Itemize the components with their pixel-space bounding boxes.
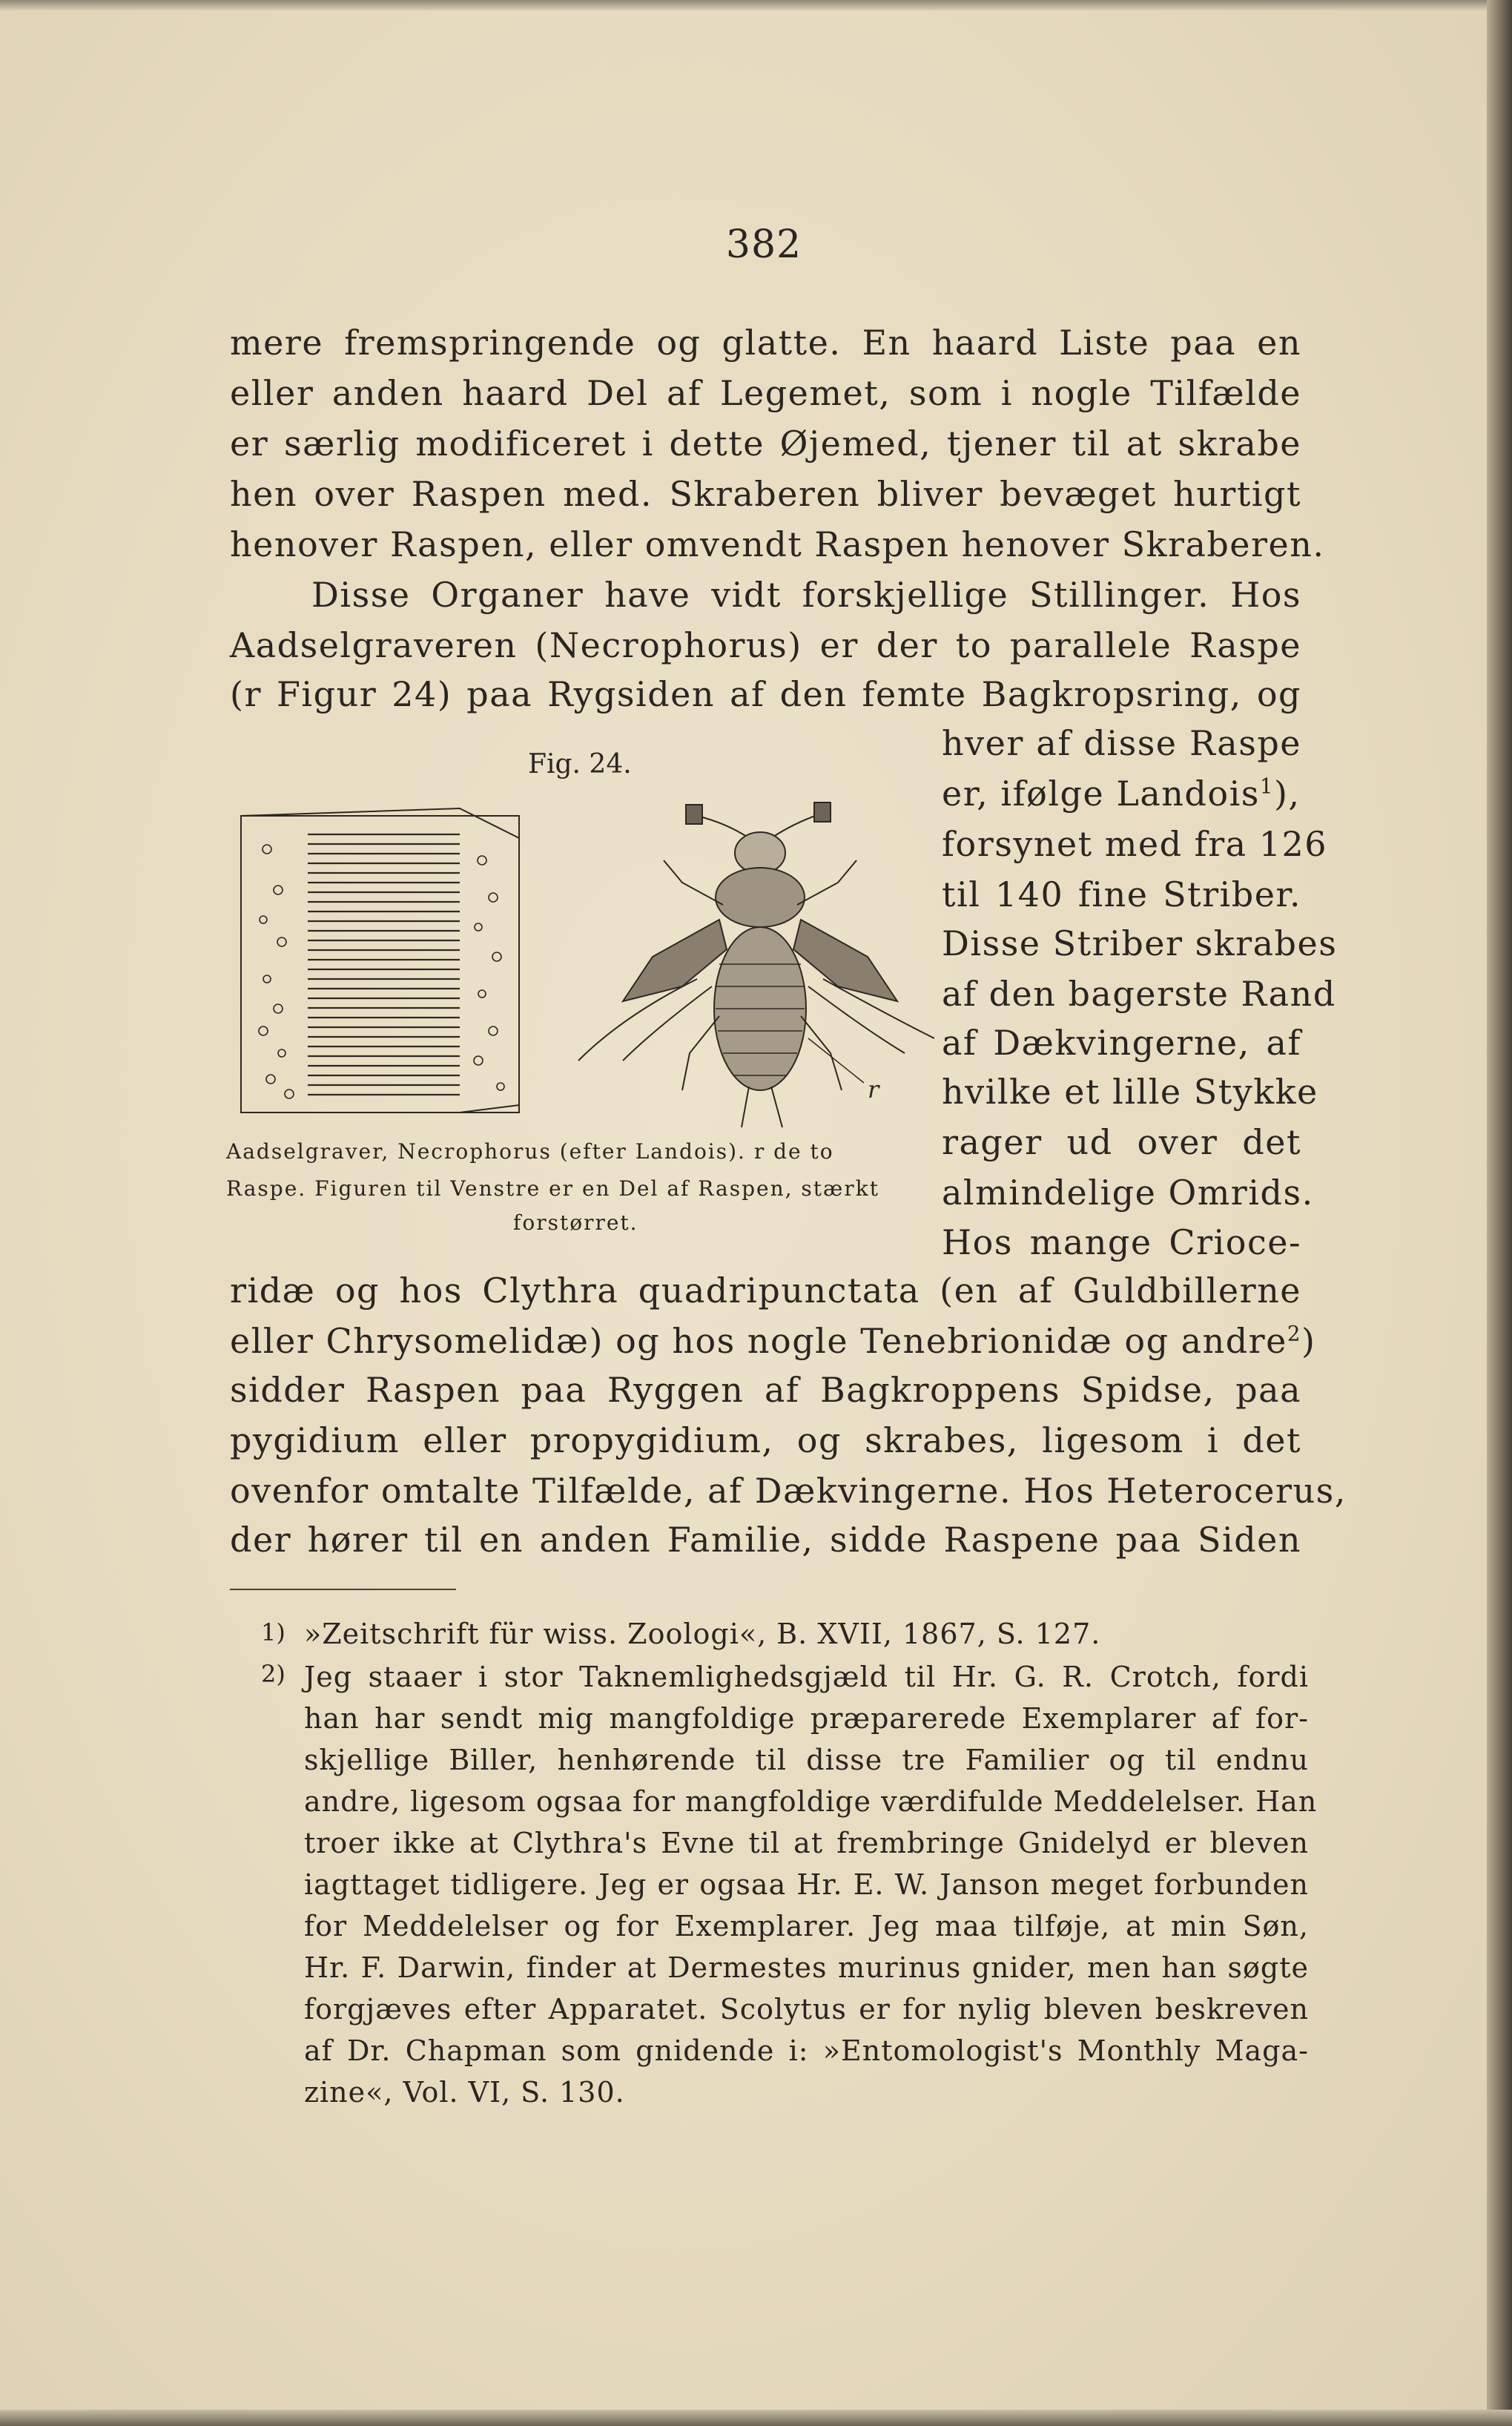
rasp-magnified-drawing xyxy=(241,808,519,1113)
body-line: almindelige Omrids. xyxy=(942,1173,1314,1213)
footnote-ref-2: 2 xyxy=(1287,1321,1301,1346)
figure-rasp-label: r xyxy=(868,1075,879,1104)
body-line-text: eller Chrysomelidæ) og hos nogle Tenebrionidæ og andre xyxy=(230,1321,1287,1361)
figure-label: Fig. 24. xyxy=(528,749,632,779)
body-line: af Dækvingerne, af xyxy=(942,1023,1301,1063)
body-line-landois xyxy=(942,771,1301,816)
body-line-tail: ) xyxy=(1301,1321,1316,1361)
body-line: hvilke et lille Stykke xyxy=(942,1072,1318,1112)
footnote-line: zine«, Vol. VI, S. 130. xyxy=(304,2076,625,2109)
body-line: hen over Raspen med. Skraberen bliver bevæget hurtigt xyxy=(230,474,1301,514)
body-line-text: er, ifølge Landois xyxy=(942,774,1260,814)
footnote-line: andre, ligesom ogsaa for mangfoldige værdifulde Meddelelser. Han xyxy=(304,1785,1318,1818)
footnote-marker: 1) xyxy=(261,1618,285,1647)
body-line: Hos mange Crioce- xyxy=(942,1222,1301,1262)
figure-caption: forstørret. xyxy=(513,1210,638,1235)
page-bottom-edge xyxy=(0,2410,1512,2426)
body-line-andre xyxy=(230,1319,1316,1363)
footnote-line: troer ikke at Clythra's Evne til at frembringe Gnidelyd er bleven xyxy=(304,1827,1309,1859)
body-line: af den bagerste Rand xyxy=(942,974,1336,1014)
body-line: til 140 fine Striber. xyxy=(942,874,1301,914)
body-line: ovenfor omtalte Tilfælde, af Dækvingerne. Hos Heterocerus, xyxy=(230,1471,1347,1511)
body-line: rager ud over det xyxy=(942,1122,1301,1162)
footnote-line: Hr. F. Darwin, finder at Dermestes murinus gnider, men han søgte xyxy=(304,1951,1309,1984)
figure-caption: Aadselgraver, Necrophorus (efter Landois). r de to xyxy=(226,1139,834,1164)
body-line: Disse Organer have vidt forskjellige Stillinger. Hos xyxy=(311,575,1301,615)
footnote-line: skjellige Biller, henhørende til disse tre Familier og til endnu xyxy=(304,1744,1309,1776)
page-top-edge xyxy=(0,0,1512,10)
footnote-separator xyxy=(230,1589,456,1590)
footnote-ref-1: 1 xyxy=(1259,774,1274,799)
body-line: henover Raspen, eller omvendt Raspen henover Skraberen. xyxy=(230,524,1325,564)
page-right-edge xyxy=(1487,0,1512,2426)
footnote-line: »Zeitschrift für wiss. Zoologi«, B. XVII, 1867, S. 127. xyxy=(304,1618,1101,1650)
body-line: der hører til en anden Familie, sidde Raspene paa Siden xyxy=(230,1520,1301,1560)
footnote-line: forgjæves efter Apparatet. Scolytus er for nylig bleven beskreven xyxy=(304,1993,1309,2025)
beetle-drawing xyxy=(578,802,934,1127)
body-line: eller anden haard Del af Legemet, som i nogle Tilfælde xyxy=(230,373,1301,413)
figure-caption: Raspe. Figuren til Venstre er en Del af Raspen, stærkt xyxy=(226,1176,879,1201)
footnote-line: iagttaget tidligere. Jeg er ogsaa Hr. E. W. Janson meget forbunden xyxy=(304,1868,1309,1901)
footnote-line: han har sendt mig mangfoldige præparerede Exemplarer af for- xyxy=(304,1702,1309,1735)
body-line: hver af disse Raspe xyxy=(942,723,1301,763)
body-line: mere fremspringende og glatte. En haard Liste paa en xyxy=(230,323,1301,363)
body-line: (r Figur 24) paa Rygsiden af den femte Bagkropsring, og xyxy=(230,674,1301,714)
body-line: pygidium eller propygidium, og skrabes, ligesom i det xyxy=(230,1420,1301,1460)
body-line: sidder Raspen paa Ryggen af Bagkroppens Spidse, paa xyxy=(230,1370,1301,1410)
body-line: Aadselgraveren (Necrophorus) er der to parallele Raspe xyxy=(230,625,1301,665)
footnote-line: Jeg staaer i stor Taknemlighedsgjæld til Hr. G. R. Crotch, fordi xyxy=(304,1661,1309,1693)
footnote-line: af Dr. Chapman som gnidende i: »Entomologist's Monthly Maga- xyxy=(304,2034,1309,2067)
body-line: ridæ og hos Clythra quadripunctata (en af Guldbillerne xyxy=(230,1270,1301,1311)
body-line: er særlig modificeret i dette Øjemed, tjener til at skrabe xyxy=(230,423,1301,464)
footnote-line: for Meddelelser og for Exemplarer. Jeg maa tilføje, at min Søn, xyxy=(304,1910,1309,1942)
figure-24-illustration xyxy=(237,794,934,1135)
body-line: Disse Striber skrabes xyxy=(942,923,1338,963)
footnote-marker: 2) xyxy=(261,1660,285,1688)
page-number: 382 xyxy=(725,223,802,267)
body-line-tail: ), xyxy=(1273,774,1301,814)
body-line: forsynet med fra 126 xyxy=(942,824,1328,864)
